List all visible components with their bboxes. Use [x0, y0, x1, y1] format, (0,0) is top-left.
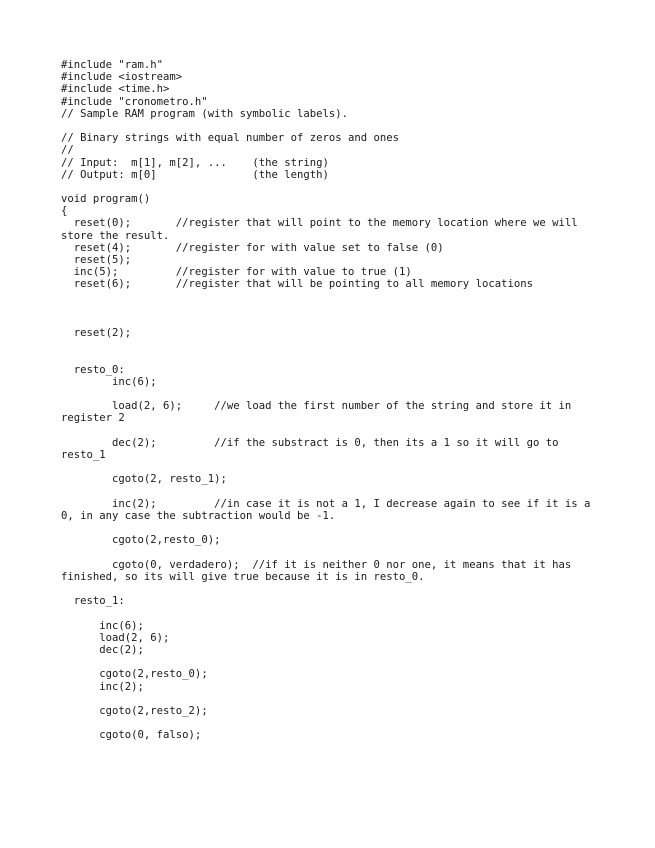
code-line: finished, so its will give true because it is in resto_0. — [61, 570, 425, 583]
code-line: inc(2); //in case it is not a 1, I decrease again to see if it is a — [61, 497, 591, 510]
code-line — [61, 547, 621, 559]
code-line — [61, 352, 621, 364]
code-line: // Input: m[1], m[2], ... (the string) — [61, 156, 329, 169]
code-line: inc(6); — [61, 619, 144, 632]
code-line: resto_0: — [61, 363, 125, 376]
code-line: cgoto(0, falso); — [61, 729, 202, 742]
code-line: dec(2); — [61, 644, 144, 656]
code-line: #include "ram.h" — [61, 59, 164, 71]
code-line — [61, 120, 621, 132]
code-line: // Sample RAM program (with symbolic labels). — [61, 107, 349, 120]
code-line: // Binary strings with equal number of zeros and ones — [61, 132, 400, 145]
code-line: register 2 — [61, 412, 125, 425]
code-line — [61, 486, 621, 498]
code-line: load(2, 6); //we load the first number of the string and store it in — [61, 400, 572, 413]
code-line: cgoto(0, verdadero); //if it is neither 0 nor one, it means that it has — [61, 558, 572, 571]
code-line: // Output: m[0] (the length) — [61, 168, 329, 181]
code-line: { — [61, 205, 68, 218]
code-line: reset(5); — [61, 254, 132, 266]
code-line: reset(4); //register for with value set to false (0) — [61, 241, 444, 254]
code-line: dec(2); //if the substract is 0, then its a 1 so it will go to — [61, 436, 559, 449]
code-line — [61, 522, 621, 534]
code-line — [61, 656, 621, 668]
code-line — [61, 291, 621, 303]
code-line — [61, 181, 621, 193]
code-line — [61, 693, 621, 705]
code-line — [61, 607, 621, 619]
code-line — [61, 717, 621, 729]
code-line: resto_1 — [61, 449, 106, 461]
code-line: void program() — [61, 193, 151, 206]
code-line: #include "cronometro.h" — [61, 95, 208, 108]
code-line: inc(5); //register for with value to true (1) — [61, 266, 412, 279]
code-line: cgoto(2,resto_2); — [61, 704, 208, 717]
code-line — [61, 388, 621, 400]
code-line — [61, 425, 621, 437]
code-line — [61, 339, 621, 351]
code-line — [61, 303, 621, 315]
code-line: store the result. — [61, 229, 170, 242]
code-line: resto_1: — [61, 595, 125, 608]
code-line — [61, 583, 621, 595]
code-line: #include <iostream> — [61, 71, 183, 84]
code-line — [61, 315, 621, 327]
code-line: cgoto(2,resto_0); — [61, 668, 208, 681]
code-line: reset(0); //register that will point to the memory location where we will — [61, 217, 578, 230]
code-line: // — [61, 144, 74, 157]
code-line: load(2, 6); — [61, 631, 170, 644]
code-line — [61, 461, 621, 473]
code-line: 0, in any case the subtraction would be -1. — [61, 509, 336, 522]
code-line: inc(6); — [61, 375, 157, 388]
code-line: reset(2); — [61, 327, 132, 340]
source-code-block — [61, 59, 621, 742]
code-line: #include <time.h> — [61, 83, 170, 96]
code-line: cgoto(2,resto_0); — [61, 534, 221, 547]
code-line: reset(6); //register that will be pointing to all memory locations — [61, 278, 533, 291]
code-line: cgoto(2, resto_1); — [61, 473, 227, 486]
code-line: inc(2); — [61, 680, 144, 693]
